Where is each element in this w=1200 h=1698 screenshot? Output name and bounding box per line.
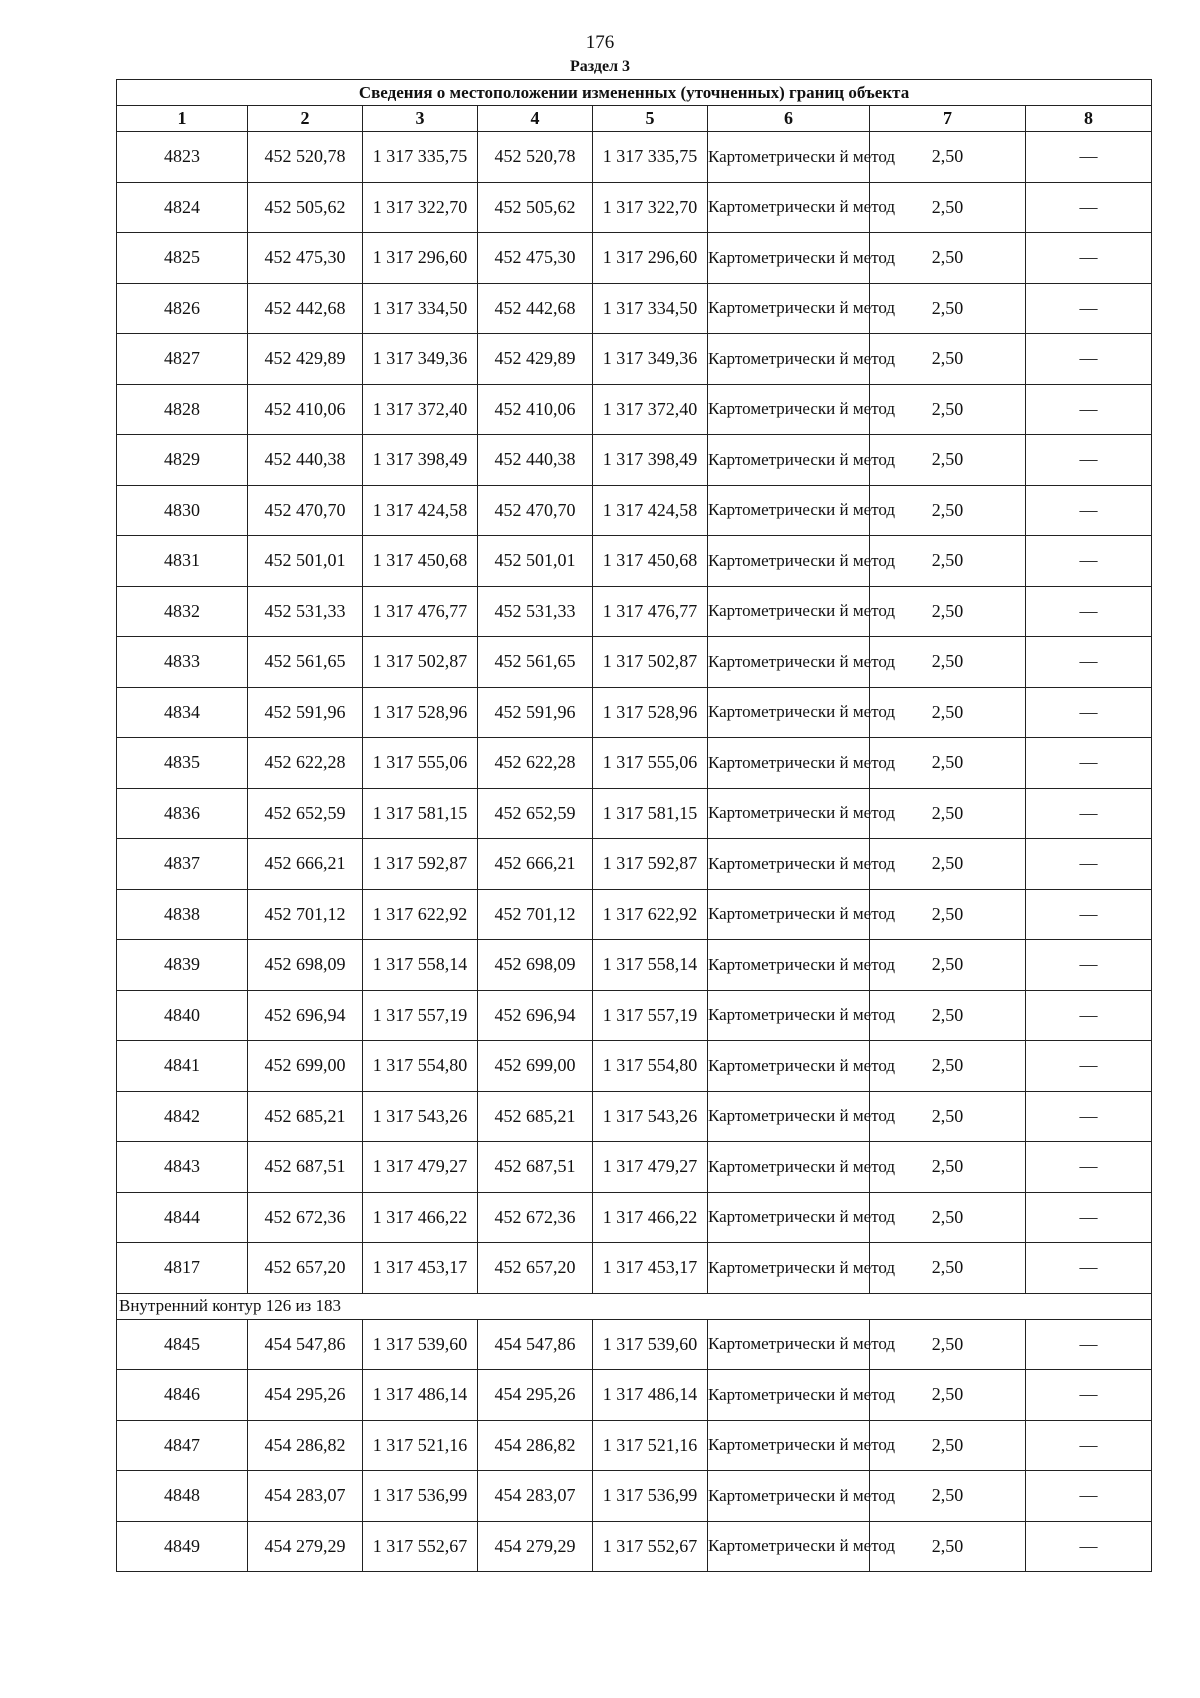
table-cell: 2,50 xyxy=(870,940,1026,991)
table-cell: 1 317 543,26 xyxy=(593,1091,708,1142)
table-cell: 1 317 476,77 xyxy=(593,586,708,637)
table-cell: 1 317 539,60 xyxy=(363,1319,478,1370)
table-cell: — xyxy=(1026,132,1152,183)
table-cell: 452 429,89 xyxy=(478,334,593,385)
table-cell: — xyxy=(1026,1142,1152,1193)
table-cell: — xyxy=(1026,182,1152,233)
table-caption: Сведения о местоположении измененных (уточненных) границ объекта xyxy=(117,80,1152,106)
table-cell: 2,50 xyxy=(870,435,1026,486)
table-cell: Картометрически й метод xyxy=(708,485,870,536)
table-cell: 452 699,00 xyxy=(478,1041,593,1092)
table-cell: 452 440,38 xyxy=(478,435,593,486)
table-cell: Картометрически й метод xyxy=(708,283,870,334)
table-cell: 2,50 xyxy=(870,637,1026,688)
table-row xyxy=(117,788,1152,839)
table-row xyxy=(117,839,1152,890)
table-cell: 1 317 466,22 xyxy=(363,1192,478,1243)
table-cell: Картометрически й метод xyxy=(708,687,870,738)
table-cell: Картометрически й метод xyxy=(708,1192,870,1243)
column-header: 5 xyxy=(593,106,708,132)
table-cell: 2,50 xyxy=(870,1521,1026,1572)
table-cell: 2,50 xyxy=(870,1041,1026,1092)
table-cell: — xyxy=(1026,283,1152,334)
table-cell: 2,50 xyxy=(870,1420,1026,1471)
table-cell: 4826 xyxy=(117,283,248,334)
table-row xyxy=(117,1243,1152,1294)
table-cell: 1 317 543,26 xyxy=(363,1091,478,1142)
page-number: 176 xyxy=(585,32,615,53)
table-cell: 452 701,12 xyxy=(478,889,593,940)
table-cell: 452 672,36 xyxy=(478,1192,593,1243)
table-cell: 452 505,62 xyxy=(248,182,363,233)
table-cell: 1 317 536,99 xyxy=(363,1471,478,1522)
table-row xyxy=(117,536,1152,587)
table-cell: 1 317 521,16 xyxy=(363,1420,478,1471)
table-row xyxy=(117,637,1152,688)
table-cell: 4823 xyxy=(117,132,248,183)
table-cell: Картометрически й метод xyxy=(708,435,870,486)
table-cell: 4817 xyxy=(117,1243,248,1294)
column-header: 2 xyxy=(248,106,363,132)
table-cell: 1 317 521,16 xyxy=(593,1420,708,1471)
table-cell: Картометрически й метод xyxy=(708,889,870,940)
table-row xyxy=(117,990,1152,1041)
table-cell: Картометрически й метод xyxy=(708,384,870,435)
table-row xyxy=(117,586,1152,637)
table-cell: 1 317 466,22 xyxy=(593,1192,708,1243)
table-cell: 4829 xyxy=(117,435,248,486)
table-cell: 452 531,33 xyxy=(478,586,593,637)
table-cell: Картометрически й метод xyxy=(708,1471,870,1522)
table-cell: 1 317 479,27 xyxy=(363,1142,478,1193)
table-cell: Картометрически й метод xyxy=(708,637,870,688)
table-cell: 454 279,29 xyxy=(248,1521,363,1572)
table-cell: 1 317 322,70 xyxy=(593,182,708,233)
table-body xyxy=(117,132,1152,1572)
table-cell: 1 317 335,75 xyxy=(363,132,478,183)
table-cell: 2,50 xyxy=(870,839,1026,890)
table-cell: 2,50 xyxy=(870,687,1026,738)
table-cell: 2,50 xyxy=(870,485,1026,536)
table-cell: 1 317 557,19 xyxy=(363,990,478,1041)
table-cell: 1 317 424,58 xyxy=(363,485,478,536)
table-cell: 2,50 xyxy=(870,1142,1026,1193)
table-cell: 1 317 335,75 xyxy=(593,132,708,183)
table-cell: 4824 xyxy=(117,182,248,233)
table-cell: — xyxy=(1026,788,1152,839)
table-cell: 452 666,21 xyxy=(248,839,363,890)
table-cell: 1 317 528,96 xyxy=(363,687,478,738)
table-row xyxy=(117,1471,1152,1522)
table-cell: 1 317 555,06 xyxy=(593,738,708,789)
table-cell: 1 317 581,15 xyxy=(363,788,478,839)
table-row xyxy=(117,1192,1152,1243)
table-cell: 452 520,78 xyxy=(248,132,363,183)
table-cell: 4832 xyxy=(117,586,248,637)
boundary-table xyxy=(116,79,1152,1572)
table-cell: 454 279,29 xyxy=(478,1521,593,1572)
table-cell: 452 666,21 xyxy=(478,839,593,890)
table-row xyxy=(117,940,1152,991)
table-cell: 452 652,59 xyxy=(478,788,593,839)
table-cell: — xyxy=(1026,435,1152,486)
table-cell: 452 429,89 xyxy=(248,334,363,385)
table-cell: 4840 xyxy=(117,990,248,1041)
table-cell: 1 317 558,14 xyxy=(363,940,478,991)
table-cell: 452 696,94 xyxy=(478,990,593,1041)
table-cell: — xyxy=(1026,485,1152,536)
table-cell: Картометрически й метод xyxy=(708,1370,870,1421)
table-cell: 4847 xyxy=(117,1420,248,1471)
table-cell: 452 657,20 xyxy=(478,1243,593,1294)
table-cell: 1 317 334,50 xyxy=(363,283,478,334)
table-cell: 452 657,20 xyxy=(248,1243,363,1294)
table-row xyxy=(117,132,1152,183)
table-cell: 4825 xyxy=(117,233,248,284)
table-cell: 2,50 xyxy=(870,738,1026,789)
table-cell: 1 317 296,60 xyxy=(593,233,708,284)
table-cell: 452 520,78 xyxy=(478,132,593,183)
table-cell: Картометрически й метод xyxy=(708,1142,870,1193)
section-title: Раздел 3 xyxy=(569,58,631,75)
table-cell: 4827 xyxy=(117,334,248,385)
table-cell: 454 547,86 xyxy=(248,1319,363,1370)
table-cell: 4842 xyxy=(117,1091,248,1142)
table-cell: 1 317 453,17 xyxy=(363,1243,478,1294)
table-cell: 2,50 xyxy=(870,132,1026,183)
table-cell: 1 317 486,14 xyxy=(363,1370,478,1421)
table-cell: 1 317 552,67 xyxy=(363,1521,478,1572)
table-cell: 1 317 372,40 xyxy=(363,384,478,435)
table-cell: Картометрически й метод xyxy=(708,1091,870,1142)
table-cell: 452 410,06 xyxy=(248,384,363,435)
table-cell: 1 317 398,49 xyxy=(363,435,478,486)
table-cell: 452 531,33 xyxy=(248,586,363,637)
table-row xyxy=(117,435,1152,486)
table-cell: 1 317 349,36 xyxy=(593,334,708,385)
table-cell: — xyxy=(1026,687,1152,738)
table-cell: Картометрически й метод xyxy=(708,1243,870,1294)
table-cell: — xyxy=(1026,334,1152,385)
table-cell: 2,50 xyxy=(870,1471,1026,1522)
table-cell: 452 591,96 xyxy=(248,687,363,738)
table-cell: — xyxy=(1026,1521,1152,1572)
contour-label: Внутренний контур 126 из 183 xyxy=(117,1293,1152,1319)
table-cell: Картометрически й метод xyxy=(708,839,870,890)
table-cell: — xyxy=(1026,384,1152,435)
table-cell: 452 410,06 xyxy=(478,384,593,435)
table-cell: 2,50 xyxy=(870,889,1026,940)
table-row xyxy=(117,1041,1152,1092)
table-cell: 1 317 552,67 xyxy=(593,1521,708,1572)
table-cell: — xyxy=(1026,637,1152,688)
table-row xyxy=(117,1521,1152,1572)
table-cell: 452 687,51 xyxy=(478,1142,593,1193)
table-cell: Картометрически й метод xyxy=(708,233,870,284)
table-cell: — xyxy=(1026,889,1152,940)
table-cell: 452 440,38 xyxy=(248,435,363,486)
table-cell: 1 317 479,27 xyxy=(593,1142,708,1193)
table-cell: 452 591,96 xyxy=(478,687,593,738)
table-cell: 1 317 592,87 xyxy=(593,839,708,890)
table-cell: 1 317 450,68 xyxy=(593,536,708,587)
table-cell: — xyxy=(1026,1370,1152,1421)
table-cell: Картометрически й метод xyxy=(708,132,870,183)
table-cell: 1 317 528,96 xyxy=(593,687,708,738)
column-header: 8 xyxy=(1026,106,1152,132)
table-cell: 454 283,07 xyxy=(248,1471,363,1522)
table-cell: Картометрически й метод xyxy=(708,1521,870,1572)
table-row xyxy=(117,334,1152,385)
table-cell: — xyxy=(1026,1243,1152,1294)
table-cell: 452 685,21 xyxy=(478,1091,593,1142)
table-cell: 1 317 476,77 xyxy=(363,586,478,637)
table-row xyxy=(117,182,1152,233)
table-cell: 1 317 555,06 xyxy=(363,738,478,789)
column-header: 4 xyxy=(478,106,593,132)
table-cell: 2,50 xyxy=(870,536,1026,587)
table-cell: 452 696,94 xyxy=(248,990,363,1041)
table-cell: 1 317 398,49 xyxy=(593,435,708,486)
table-cell: Картометрически й метод xyxy=(708,334,870,385)
table-cell: 1 317 539,60 xyxy=(593,1319,708,1370)
table-cell: 454 547,86 xyxy=(478,1319,593,1370)
table-cell: 4845 xyxy=(117,1319,248,1370)
table-cell: 452 698,09 xyxy=(478,940,593,991)
table-cell: 4844 xyxy=(117,1192,248,1243)
table-cell: Картометрически й метод xyxy=(708,940,870,991)
table-cell: Картометрически й метод xyxy=(708,536,870,587)
table-row xyxy=(117,1142,1152,1193)
table-cell: 2,50 xyxy=(870,1243,1026,1294)
table-cell: 452 561,65 xyxy=(248,637,363,688)
table-row xyxy=(117,1370,1152,1421)
table-cell: 1 317 536,99 xyxy=(593,1471,708,1522)
table-cell: 4834 xyxy=(117,687,248,738)
table-cell: Картометрически й метод xyxy=(708,586,870,637)
table-cell: Картометрически й метод xyxy=(708,1041,870,1092)
table-cell: — xyxy=(1026,586,1152,637)
table-row xyxy=(117,485,1152,536)
table-cell: 2,50 xyxy=(870,182,1026,233)
table-cell: 4841 xyxy=(117,1041,248,1092)
table-cell: 1 317 554,80 xyxy=(593,1041,708,1092)
table-cell: 452 561,65 xyxy=(478,637,593,688)
table-cell: Картометрически й метод xyxy=(708,788,870,839)
table-cell: Картометрически й метод xyxy=(708,990,870,1041)
table-cell: 454 286,82 xyxy=(478,1420,593,1471)
table-cell: 2,50 xyxy=(870,1091,1026,1142)
table-row xyxy=(117,738,1152,789)
table-cell: 1 317 450,68 xyxy=(363,536,478,587)
table-cell: 452 470,70 xyxy=(248,485,363,536)
table-cell: 452 505,62 xyxy=(478,182,593,233)
table-cell: 4846 xyxy=(117,1370,248,1421)
column-header: 3 xyxy=(363,106,478,132)
table-cell: 2,50 xyxy=(870,283,1026,334)
table-cell: 2,50 xyxy=(870,334,1026,385)
table-cell: 2,50 xyxy=(870,586,1026,637)
table-cell: 452 652,59 xyxy=(248,788,363,839)
table-cell: — xyxy=(1026,1041,1152,1092)
table-cell: 4849 xyxy=(117,1521,248,1572)
table-cell: 452 687,51 xyxy=(248,1142,363,1193)
table-cell: 452 442,68 xyxy=(478,283,593,334)
table-cell: 1 317 322,70 xyxy=(363,182,478,233)
table-cell: 4839 xyxy=(117,940,248,991)
table-cell: 452 622,28 xyxy=(248,738,363,789)
table-cell: — xyxy=(1026,233,1152,284)
table-cell: 1 317 334,50 xyxy=(593,283,708,334)
table-cell: Картометрически й метод xyxy=(708,182,870,233)
table-cell: 2,50 xyxy=(870,990,1026,1041)
table-cell: 452 685,21 xyxy=(248,1091,363,1142)
table-cell: 452 501,01 xyxy=(478,536,593,587)
table-cell: — xyxy=(1026,536,1152,587)
column-header: 6 xyxy=(708,106,870,132)
column-header: 1 xyxy=(117,106,248,132)
table-cell: 1 317 557,19 xyxy=(593,990,708,1041)
table-cell: 4828 xyxy=(117,384,248,435)
table-cell: 452 442,68 xyxy=(248,283,363,334)
table-cell: 4837 xyxy=(117,839,248,890)
table-row xyxy=(117,283,1152,334)
table-row xyxy=(117,889,1152,940)
table-cell: Картометрически й метод xyxy=(708,1420,870,1471)
table-cell: 4836 xyxy=(117,788,248,839)
table-cell: — xyxy=(1026,1471,1152,1522)
table-cell: 1 317 349,36 xyxy=(363,334,478,385)
table-cell: 1 317 581,15 xyxy=(593,788,708,839)
table-cell: — xyxy=(1026,940,1152,991)
table-cell: 1 317 502,87 xyxy=(593,637,708,688)
table-cell: 4833 xyxy=(117,637,248,688)
table-cell: 4830 xyxy=(117,485,248,536)
table-row xyxy=(117,1091,1152,1142)
table-row xyxy=(117,1319,1152,1370)
table-row xyxy=(117,384,1152,435)
table-cell: 452 698,09 xyxy=(248,940,363,991)
table-cell: 4838 xyxy=(117,889,248,940)
table-cell: 454 283,07 xyxy=(478,1471,593,1522)
table-cell: 2,50 xyxy=(870,233,1026,284)
table-row xyxy=(117,687,1152,738)
table-row xyxy=(117,233,1152,284)
table-cell: Картометрически й метод xyxy=(708,1319,870,1370)
table-cell: — xyxy=(1026,738,1152,789)
table-cell: 2,50 xyxy=(870,1192,1026,1243)
table-cell: 452 672,36 xyxy=(248,1192,363,1243)
table-cell: 1 317 486,14 xyxy=(593,1370,708,1421)
table-cell: 454 286,82 xyxy=(248,1420,363,1471)
contour-label-row xyxy=(117,1293,1152,1319)
table-cell: — xyxy=(1026,990,1152,1041)
table-cell: — xyxy=(1026,1319,1152,1370)
table-cell: Картометрически й метод xyxy=(708,738,870,789)
table-cell: 452 475,30 xyxy=(248,233,363,284)
column-header: 7 xyxy=(870,106,1026,132)
table-cell: 1 317 592,87 xyxy=(363,839,478,890)
table-cell: — xyxy=(1026,1091,1152,1142)
table-cell: 4848 xyxy=(117,1471,248,1522)
table-cell: — xyxy=(1026,839,1152,890)
table-cell: 452 699,00 xyxy=(248,1041,363,1092)
table-cell: 1 317 372,40 xyxy=(593,384,708,435)
table-cell: 1 317 558,14 xyxy=(593,940,708,991)
table-cell: 1 317 622,92 xyxy=(363,889,478,940)
table-cell: 4835 xyxy=(117,738,248,789)
table-cell: 1 317 424,58 xyxy=(593,485,708,536)
table-cell: — xyxy=(1026,1192,1152,1243)
table-cell: 1 317 622,92 xyxy=(593,889,708,940)
table-cell: 2,50 xyxy=(870,788,1026,839)
table-cell: — xyxy=(1026,1420,1152,1471)
table-cell: 452 475,30 xyxy=(478,233,593,284)
table-cell: 1 317 502,87 xyxy=(363,637,478,688)
table-cell: 454 295,26 xyxy=(478,1370,593,1421)
table-cell: 452 501,01 xyxy=(248,536,363,587)
table-cell: 2,50 xyxy=(870,1319,1026,1370)
table-cell: 1 317 554,80 xyxy=(363,1041,478,1092)
table-cell: 1 317 453,17 xyxy=(593,1243,708,1294)
column-header-row xyxy=(117,106,1152,132)
table-cell: 4843 xyxy=(117,1142,248,1193)
table-cell: 452 701,12 xyxy=(248,889,363,940)
table-cell: 4831 xyxy=(117,536,248,587)
table-cell: 452 622,28 xyxy=(478,738,593,789)
table-row xyxy=(117,1420,1152,1471)
table-cell: 454 295,26 xyxy=(248,1370,363,1421)
table-cell: 2,50 xyxy=(870,384,1026,435)
table-cell: 1 317 296,60 xyxy=(363,233,478,284)
table-cell: 452 470,70 xyxy=(478,485,593,536)
table-cell: 2,50 xyxy=(870,1370,1026,1421)
